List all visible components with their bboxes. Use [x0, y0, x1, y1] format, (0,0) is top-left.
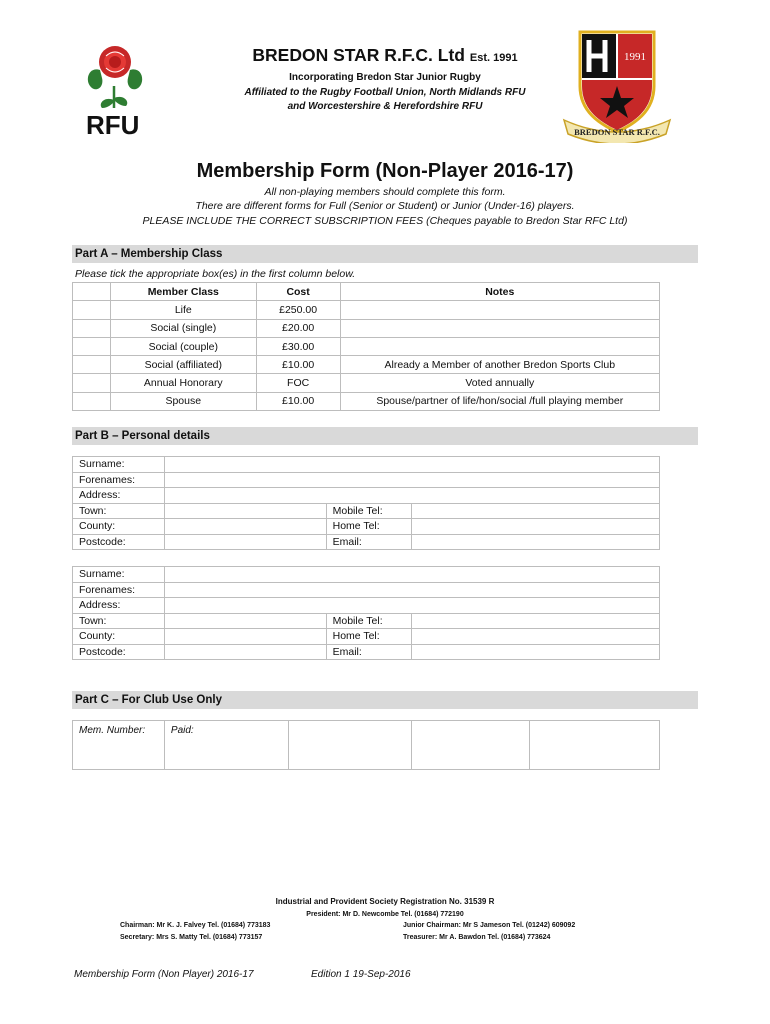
- table-header-row: [73, 283, 660, 301]
- cost-cell: £10.00: [256, 356, 340, 374]
- surname-field[interactable]: [164, 457, 659, 473]
- cost-cell: £30.00: [256, 337, 340, 355]
- table-row: [73, 457, 660, 473]
- notes-header: Notes: [340, 283, 659, 301]
- table-row: [73, 598, 660, 614]
- table-row: [73, 582, 660, 598]
- svg-text:1991: 1991: [624, 51, 646, 63]
- mem-number-label: Mem. Number:: [73, 721, 165, 770]
- notes-cell: Spouse/partner of life/hon/social /full playing member: [340, 392, 659, 410]
- table-row: [73, 472, 660, 488]
- postcode-label: Postcode:: [73, 534, 165, 550]
- county-label: County:: [73, 519, 165, 535]
- cost-cell: £250.00: [256, 301, 340, 319]
- table-row: [73, 503, 660, 519]
- email-field[interactable]: [411, 534, 660, 550]
- tick-box-social-affiliated[interactable]: [73, 356, 111, 374]
- member-class-cell: Social (affiliated): [110, 356, 256, 374]
- intro-line-3: PLEASE INCLUDE THE CORRECT SUBSCRIPTION FEES (Cheques payable to Bredon Star RFC Ltd): [142, 215, 628, 227]
- table-row: [73, 356, 660, 374]
- cost-cell: £10.00: [256, 392, 340, 410]
- intro-line-2: There are different forms for Full (Senior or Student) or Junior (Under-16) players.: [195, 200, 575, 212]
- club-use-cell[interactable]: [412, 721, 530, 770]
- county-field[interactable]: [164, 519, 326, 535]
- personal-details-table-1: [72, 456, 660, 550]
- email-label: Email:: [326, 534, 411, 550]
- postcode-label: Postcode:: [73, 644, 165, 660]
- table-row: [73, 534, 660, 550]
- email-label: Email:: [326, 644, 411, 660]
- junior-chairman-text: Junior Chairman: Mr S Jameson Tel. (01242) 609092: [403, 922, 576, 929]
- header-line-2: Affiliated to the Rugby Football Union, North Midlands RFU: [244, 87, 526, 98]
- home-tel-field[interactable]: [411, 629, 660, 645]
- town-label: Town:: [73, 613, 165, 629]
- notes-cell: [340, 337, 659, 355]
- home-tel-label: Home Tel:: [326, 519, 411, 535]
- club-use-cell[interactable]: [530, 721, 660, 770]
- county-label: County:: [73, 629, 165, 645]
- personal-details-table-2: [72, 566, 660, 660]
- town-field[interactable]: [164, 613, 326, 629]
- part-a-heading: Part A – Membership Class: [72, 245, 698, 263]
- surname-field[interactable]: [164, 567, 659, 583]
- tick-column-header: [73, 283, 111, 301]
- address-label: Address:: [73, 488, 165, 504]
- cost-cell: FOC: [256, 374, 340, 392]
- treasurer-text: Treasurer: Mr A. Bawdon Tel. (01684) 773624: [403, 934, 551, 941]
- club-name-heading: BREDON STAR R.F.C. Ltd Est. 1991: [252, 45, 518, 65]
- svg-text:BREDON STAR R.F.C.: BREDON STAR R.F.C.: [574, 127, 660, 137]
- paid-label: Paid:: [164, 721, 288, 770]
- president-text: President: Mr D. Newcombe Tel. (01684) 772190: [306, 911, 464, 918]
- tick-box-social-couple[interactable]: [73, 337, 111, 355]
- header-line-1: Incorporating Bredon Star Junior Rugby: [289, 72, 481, 83]
- cost-cell: £20.00: [256, 319, 340, 337]
- mobile-tel-label: Mobile Tel:: [326, 613, 411, 629]
- forenames-label: Forenames:: [73, 472, 165, 488]
- forenames-field[interactable]: [164, 472, 659, 488]
- county-field[interactable]: [164, 629, 326, 645]
- table-row: [73, 319, 660, 337]
- table-row: [73, 629, 660, 645]
- part-b-heading: Part B – Personal details: [72, 427, 698, 445]
- tick-box-social-single[interactable]: [73, 319, 111, 337]
- table-row: [73, 337, 660, 355]
- part-c-heading: Part C – For Club Use Only: [72, 691, 698, 709]
- intro-line-1: All non-playing members should complete this form.: [264, 186, 506, 198]
- table-row: [73, 613, 660, 629]
- club-use-table: [72, 720, 660, 770]
- surname-label: Surname:: [73, 457, 165, 473]
- member-class-cell: Social (single): [110, 319, 256, 337]
- surname-label: Surname:: [73, 567, 165, 583]
- member-class-cell: Social (couple): [110, 337, 256, 355]
- forenames-field[interactable]: [164, 582, 659, 598]
- table-row: [73, 488, 660, 504]
- mobile-tel-field[interactable]: [411, 613, 660, 629]
- address-field[interactable]: [164, 598, 659, 614]
- member-class-cell: Life: [110, 301, 256, 319]
- member-class-cell: Annual Honorary: [110, 374, 256, 392]
- header-line-3: and Worcestershire & Herefordshire RFU: [287, 101, 483, 112]
- notes-cell: Already a Member of another Bredon Sports Club: [340, 356, 659, 374]
- svg-text:RFU: RFU: [86, 110, 140, 140]
- part-a-note: Please tick the appropriate box(es) in the first column below.: [75, 268, 356, 280]
- table-row: [73, 392, 660, 410]
- email-field[interactable]: [411, 644, 660, 660]
- registration-text: Industrial and Provident Society Registration No. 31539 R: [275, 897, 495, 906]
- notes-cell: [340, 319, 659, 337]
- chairman-text: Chairman: Mr K. J. Falvey Tel. (01684) 773183: [120, 922, 271, 929]
- mobile-tel-label: Mobile Tel:: [326, 503, 411, 519]
- table-row: [73, 519, 660, 535]
- address-field[interactable]: [164, 488, 659, 504]
- town-label: Town:: [73, 503, 165, 519]
- home-tel-label: Home Tel:: [326, 629, 411, 645]
- postcode-field[interactable]: [164, 644, 326, 660]
- document-name: Membership Form (Non Player) 2016-17: [74, 969, 254, 980]
- member-class-header: Member Class: [110, 283, 256, 301]
- edition-text: Edition 1 19-Sep-2016: [311, 969, 411, 980]
- form-title: Membership Form (Non-Player 2016-17): [196, 160, 574, 182]
- home-tel-field[interactable]: [411, 519, 660, 535]
- postcode-field[interactable]: [164, 534, 326, 550]
- secretary-text: Secretary: Mrs S. Matty Tel. (01684) 773157: [120, 934, 263, 941]
- table-row: [73, 644, 660, 660]
- town-field[interactable]: [164, 503, 326, 519]
- table-row: [73, 567, 660, 583]
- table-row: [73, 301, 660, 319]
- tick-box-spouse[interactable]: [73, 392, 111, 410]
- tick-box-life[interactable]: [73, 301, 111, 319]
- membership-class-table: [72, 282, 660, 411]
- cost-header: Cost: [256, 283, 340, 301]
- table-row: [73, 374, 660, 392]
- club-use-cell[interactable]: [288, 721, 412, 770]
- member-class-cell: Spouse: [110, 392, 256, 410]
- table-row: [73, 721, 660, 770]
- tick-box-annual-honorary[interactable]: [73, 374, 111, 392]
- notes-cell: Voted annually: [340, 374, 659, 392]
- mobile-tel-field[interactable]: [411, 503, 660, 519]
- address-label: Address:: [73, 598, 165, 614]
- forenames-label: Forenames:: [73, 582, 165, 598]
- notes-cell: [340, 301, 659, 319]
